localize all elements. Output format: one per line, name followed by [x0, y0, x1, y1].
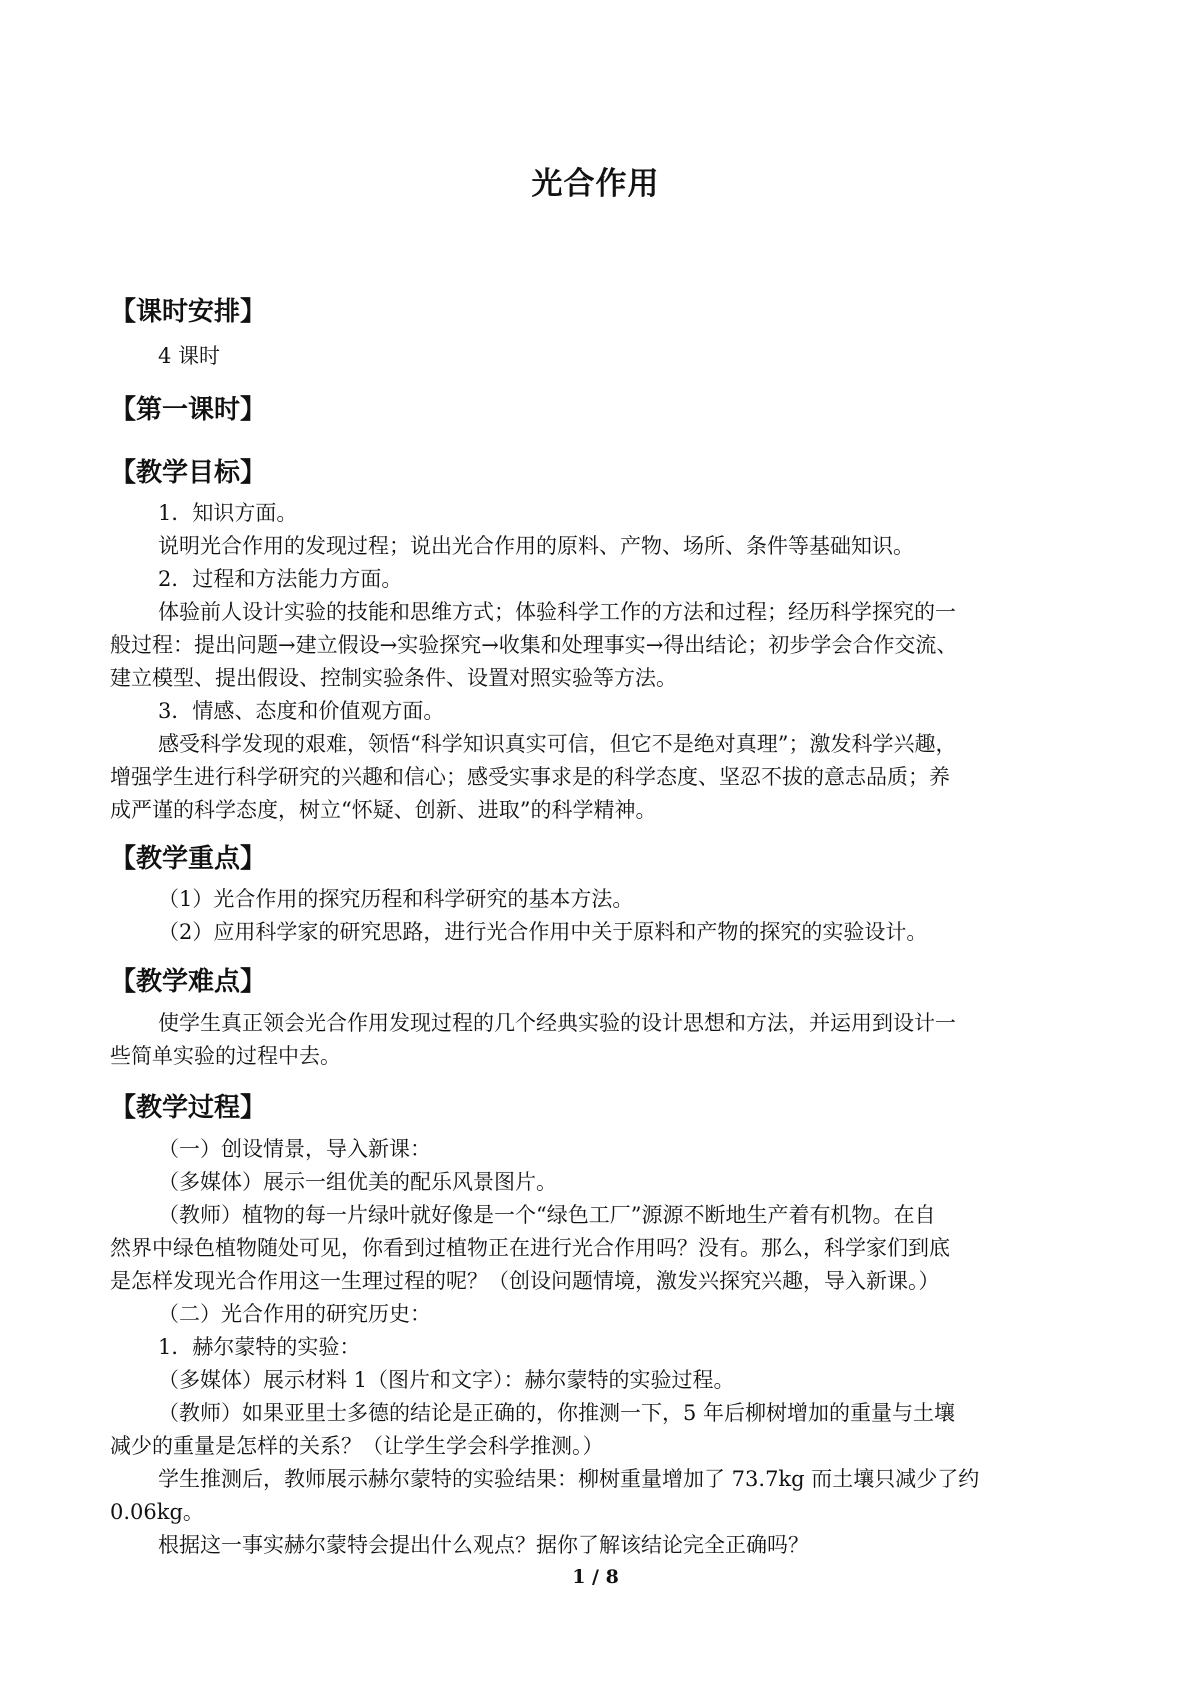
process-line-8: （多媒体）展示材料 1（图片和文字）：赫尔蒙特的实验过程。	[158, 1368, 735, 1392]
process-line-4: 然界中绿色植物随处可见，你看到过植物正在进行光合作用吗？没有。那么，科学家们到底	[110, 1236, 950, 1260]
process-line-5: 是怎样发现光合作用这一生理过程的呢？（创设问题情境，激发兴探究兴趣，导入新课。）	[110, 1269, 940, 1293]
process-line-1: （一）创设情景，导入新课：	[158, 1137, 431, 1161]
heading-process: 【教学过程】	[110, 1093, 267, 1123]
heading-goals: 【教学目标】	[110, 458, 267, 488]
goals-line-1: 1．知识方面。	[158, 501, 298, 525]
process-line-6: （二）光合作用的研究历史：	[158, 1302, 431, 1326]
process-line-7: 1．赫尔蒙特的实验：	[158, 1335, 361, 1359]
key-points-line-2: （2）应用科学家的研究思路，进行光合作用中关于原料和产物的探究的实验设计。	[158, 920, 928, 944]
process-line-10: 减少的重量是怎样的关系？（让学生学会科学推测。）	[110, 1434, 604, 1458]
difficulties-line-1: 使学生真正领会光合作用发现过程的几个经典实验的设计思想和方法，并运用到设计一	[158, 1011, 956, 1035]
heading-key-points: 【教学重点】	[110, 844, 267, 874]
goals-line-8: 感受科学发现的艰难，领悟“科学知识真实可信，但它不是绝对真理”；激发科学兴趣，	[158, 732, 957, 756]
heading-difficulties: 【教学难点】	[110, 967, 267, 997]
schedule-text: 4 课时	[158, 344, 221, 368]
goals-line-6: 建立模型、提出假设、控制实验条件、设置对照实验等方法。	[110, 666, 677, 690]
difficulties-line-2: 些简单实验的过程中去。	[110, 1044, 341, 1068]
goals-line-9: 增强学生进行科学研究的兴趣和信心；感受实事求是的科学态度、坚忍不拔的意志品质；养	[110, 765, 950, 789]
goals-line-3: 2．过程和方法能力方面。	[158, 567, 403, 591]
key-points-line-1: （1）光合作用的探究历程和科学研究的基本方法。	[158, 887, 634, 911]
process-line-9: （教师）如果亚里士多德的结论是正确的，你推测一下，5 年后柳树增加的重量与土壤	[158, 1401, 956, 1425]
heading-first-lesson: 【第一课时】	[110, 395, 267, 425]
goals-line-2: 说明光合作用的发现过程；说出光合作用的原料、产物、场所、条件等基础知识。	[158, 534, 914, 558]
goals-line-10: 成严谨的科学态度，树立“怀疑、创新、进取”的科学精神。	[110, 798, 657, 822]
page-number: 1 / 8	[572, 1566, 619, 1588]
process-line-2: （多媒体）展示一组优美的配乐风景图片。	[158, 1170, 557, 1194]
process-line-3: （教师）植物的每一片绿叶就好像是一个“绿色工厂”源源不断地生产着有机物。在自	[158, 1203, 936, 1227]
process-line-11: 学生推测后，教师展示赫尔蒙特的实验结果：柳树重量增加了 73.7kg 而土壤只减少了约	[158, 1467, 980, 1491]
process-line-12: 0.06kg。	[110, 1500, 204, 1524]
goals-line-4: 体验前人设计实验的技能和思维方式；体验科学工作的方法和过程；经历科学探究的一	[158, 600, 956, 624]
heading-schedule: 【课时安排】	[110, 297, 267, 327]
goals-line-5: 般过程：提出问题→建立假设→实验探究→收集和处理事实→得出结论；初步学会合作交流、	[110, 633, 958, 657]
process-line-13: 根据这一事实赫尔蒙特会提出什么观点？据你了解该结论完全正确吗？	[158, 1533, 809, 1557]
document-title: 光合作用	[531, 166, 660, 202]
goals-line-7: 3．情感、态度和价值观方面。	[158, 699, 445, 723]
